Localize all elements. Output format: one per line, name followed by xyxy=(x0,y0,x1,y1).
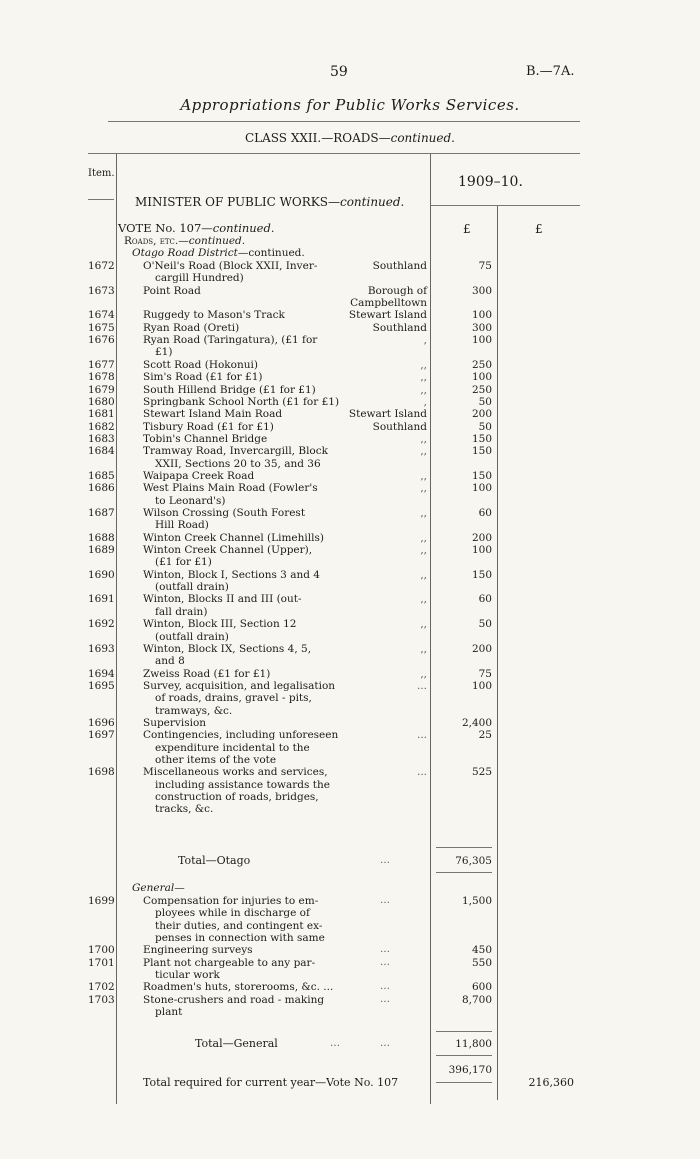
item-description: tramways, &c. xyxy=(155,704,233,717)
currency-label-2: £ xyxy=(535,222,543,236)
item-amount: 150 xyxy=(471,432,492,445)
item-amount: 25 xyxy=(478,729,492,742)
grand-total-amount: 216,360 xyxy=(528,1076,574,1089)
item-district: ,, xyxy=(420,667,427,680)
item-description: to Leonard's) xyxy=(155,494,226,507)
item-description: Winton Creek Channel (Upper), xyxy=(143,544,313,557)
item-description: Tobin's Channel Bridge xyxy=(143,432,268,445)
item-description: Winton, Block IX, Sections 4, 5, xyxy=(143,642,312,655)
item-description: Springbank School North (£1 for £1) xyxy=(143,395,340,408)
general-item-description: Roadmen's huts, storerooms, &c. ... xyxy=(143,981,334,994)
year-heading: 1909–10. xyxy=(458,174,523,190)
total-general-label: Total—General xyxy=(195,1037,278,1050)
item-description: fall drain) xyxy=(155,605,208,618)
item-description: Miscellaneous works and services, xyxy=(143,766,328,779)
item-description: Sim's Road (£1 for £1) xyxy=(143,371,263,384)
roads-heading xyxy=(124,235,245,247)
item-amount: 100 xyxy=(471,679,492,692)
item-description: West Plains Main Road (Fowler's xyxy=(143,482,318,495)
item-description: construction of roads, bridges, xyxy=(155,791,319,804)
item-amount: 100 xyxy=(471,371,492,384)
item-description: Wilson Crossing (South Forest xyxy=(143,507,306,519)
district-text: Otago Road District xyxy=(132,247,238,259)
general-item-description: Plant not chargeable to any par- xyxy=(143,956,316,969)
item-amount: 200 xyxy=(471,408,492,421)
item-number: 1694 xyxy=(88,667,115,680)
item-district: ,, xyxy=(420,618,427,631)
item-description: Survey, acquisition, and legalisation xyxy=(143,679,336,692)
item-district: , xyxy=(423,395,427,408)
general-heading: General— xyxy=(132,882,185,894)
item-district: ... xyxy=(416,679,427,692)
total-otago-rule-bottom xyxy=(436,872,492,873)
class-heading xyxy=(0,131,700,145)
item-district: ,, xyxy=(420,642,427,655)
minister-cont: continued. xyxy=(339,195,405,209)
minister-heading xyxy=(135,195,404,209)
item-amount: 100 xyxy=(471,482,492,495)
item-district: , xyxy=(423,334,427,347)
item-amount: 75 xyxy=(478,667,492,680)
item-number: 1693 xyxy=(88,642,115,655)
item-number: 1687 xyxy=(88,507,115,519)
general-item-description: penses in connection with same xyxy=(155,932,325,945)
general-item-amount: 8,700 xyxy=(461,993,492,1006)
item-number: 1676 xyxy=(88,334,115,347)
total-otago-dots: … xyxy=(380,855,390,866)
general-item-dots: … xyxy=(380,993,390,1005)
item-amount: 60 xyxy=(478,507,492,519)
item-number: 1674 xyxy=(88,309,115,322)
item-number: 1679 xyxy=(88,383,115,396)
total-otago-rule-top xyxy=(436,847,492,848)
item-number: 1697 xyxy=(88,729,115,742)
item-description: and 8 xyxy=(155,655,185,668)
page-title: Appropriations for Public Works Services. xyxy=(180,96,520,114)
item-description: (outfall drain) xyxy=(155,581,229,594)
item-description: of roads, drains, gravel - pits, xyxy=(155,692,312,705)
item-description: XXII, Sections 20 to 35, and 36 xyxy=(155,457,321,470)
item-district: ,, xyxy=(420,358,427,371)
roads-cont: continued. xyxy=(188,235,246,247)
grand-total-label: Total required for current year—Vote No. 107 xyxy=(143,1076,399,1089)
item-amount: 200 xyxy=(471,531,492,544)
item-amount: 100 xyxy=(471,544,492,557)
general-item-dots: … xyxy=(380,944,390,956)
item-description: Zweiss Road (£1 for £1) xyxy=(143,667,271,680)
item-number: 1681 xyxy=(88,408,115,421)
item-district: ,, xyxy=(420,371,427,384)
item-description: Winton, Block III, Section 12 xyxy=(143,618,297,631)
item-number: 1686 xyxy=(88,482,115,495)
item-district: ,, xyxy=(420,445,427,458)
item-label-underline xyxy=(88,199,114,200)
item-amount: 200 xyxy=(471,642,492,655)
general-item-number: 1703 xyxy=(88,993,115,1006)
table-top-rule xyxy=(88,153,580,154)
item-number: 1690 xyxy=(88,568,115,581)
item-description: Ruggedy to Mason's Track xyxy=(143,309,285,322)
item-description: tracks, &c. xyxy=(155,803,214,816)
item-amount: 300 xyxy=(471,321,492,334)
total-general-amount: 11,800 xyxy=(455,1038,492,1050)
general-item-description: their duties, and contingent ex- xyxy=(155,919,323,932)
general-item-number: 1701 xyxy=(88,956,115,969)
item-description: Waipapa Creek Road xyxy=(143,469,255,482)
item-column-rule xyxy=(116,154,117,1104)
vote-text: VOTE No. 107— xyxy=(118,221,213,235)
item-amount: 150 xyxy=(471,469,492,482)
item-amount: 50 xyxy=(478,420,492,433)
item-district: ,, xyxy=(420,531,427,544)
item-description: Stewart Island Main Road xyxy=(143,408,283,421)
item-district: ,, xyxy=(420,383,427,396)
vote-heading xyxy=(118,222,275,234)
item-number: 1696 xyxy=(88,716,115,729)
item-amount: 150 xyxy=(471,445,492,458)
item-description: (outfall drain) xyxy=(155,630,229,643)
total-general-rule-bottom xyxy=(436,1055,492,1056)
item-number: 1691 xyxy=(88,593,115,606)
general-item-number: 1699 xyxy=(88,895,115,907)
item-description: Ryan Road (Oreti) xyxy=(143,321,240,334)
general-item-amount: 600 xyxy=(471,981,492,994)
roads-text: Roads, etc.— xyxy=(124,235,189,247)
item-number: 1689 xyxy=(88,544,115,557)
item-amount: 60 xyxy=(478,593,492,606)
item-description: cargill Hundred) xyxy=(155,272,244,285)
item-number: 1695 xyxy=(88,679,115,692)
item-description: Supervision xyxy=(143,716,207,729)
item-number: 1685 xyxy=(88,469,115,482)
total-general-rule-top xyxy=(436,1031,492,1032)
item-column-label: Item. xyxy=(88,168,115,179)
item-description: Hill Road) xyxy=(155,519,209,532)
item-number: 1677 xyxy=(88,358,115,371)
item-district: Southland xyxy=(372,260,427,272)
item-number: 1673 xyxy=(88,284,115,297)
class-heading-text: CLASS XXII.—ROADS— xyxy=(244,131,391,145)
item-district: ,, xyxy=(420,568,427,581)
item-district: Southland xyxy=(372,321,427,334)
general-item-amount: 1,500 xyxy=(461,895,492,907)
general-item-description: ployees while in discharge of xyxy=(155,907,310,920)
year-underline xyxy=(430,205,580,206)
item-district: Campbelltown xyxy=(350,297,427,310)
item-amount: 75 xyxy=(478,260,492,272)
general-item-amount: 450 xyxy=(471,944,492,957)
item-number: 1678 xyxy=(88,371,115,384)
item-amount: 250 xyxy=(471,358,492,371)
amount-column-left-rule xyxy=(430,154,431,1104)
item-amount: 50 xyxy=(478,395,492,408)
item-number: 1672 xyxy=(88,260,115,272)
item-description: Tramway Road, Invercargill, Block xyxy=(143,445,328,458)
item-district: ,, xyxy=(420,544,427,557)
item-district: Borough of xyxy=(367,284,427,297)
item-description: including assistance towards the xyxy=(155,778,330,791)
item-description: other items of the vote xyxy=(155,754,277,766)
item-district: ... xyxy=(416,729,427,742)
grand-subtotal-rule xyxy=(436,1082,492,1083)
minister-text: MINISTER OF PUBLIC WORKS— xyxy=(135,195,340,209)
class-heading-cont: continued. xyxy=(390,131,455,145)
item-description: Ryan Road (Taringatura), (£1 for xyxy=(143,334,318,347)
total-otago-label: Total—Otago xyxy=(178,854,251,867)
item-amount: 150 xyxy=(471,568,492,581)
item-district: ,, xyxy=(420,507,427,519)
amount-column-right-rule xyxy=(497,205,498,1100)
page-number: 59 xyxy=(330,64,348,80)
general-item-description: Engineering surveys xyxy=(143,944,253,957)
total-general-dots-1: … xyxy=(330,1038,340,1049)
general-item-description: plant xyxy=(155,1006,183,1019)
item-description: (£1 for £1) xyxy=(155,556,212,569)
item-number: 1692 xyxy=(88,618,115,631)
item-number: 1680 xyxy=(88,395,115,408)
item-description: Winton, Block I, Sections 3 and 4 xyxy=(143,568,320,581)
item-district: Stewart Island xyxy=(348,309,427,322)
district-cont: —continued. xyxy=(237,247,305,259)
item-description: £1) xyxy=(155,346,173,359)
general-item-dots: … xyxy=(380,981,390,993)
general-item-dots: … xyxy=(380,895,390,906)
general-item-dots: … xyxy=(380,956,390,968)
item-description: Point Road xyxy=(143,284,201,297)
total-general-dots-2: … xyxy=(380,1038,390,1049)
item-number: 1683 xyxy=(88,432,115,445)
general-item-description: Compensation for injuries to em- xyxy=(143,895,319,907)
district-heading xyxy=(132,247,305,259)
item-district: Stewart Island xyxy=(348,408,427,421)
item-description: O'Neil's Road (Block XXII, Inver- xyxy=(143,260,318,272)
item-number: 1675 xyxy=(88,321,115,334)
item-description: Winton Creek Channel (Limehills) xyxy=(143,531,324,544)
item-amount: 250 xyxy=(471,383,492,396)
vote-cont: continued. xyxy=(212,221,275,235)
item-district: ,, xyxy=(420,432,427,445)
item-amount: 525 xyxy=(471,766,492,779)
item-number: 1688 xyxy=(88,531,115,544)
item-amount: 300 xyxy=(471,284,492,297)
item-district: ,, xyxy=(420,482,427,495)
item-description: South Hillend Bridge (£1 for £1) xyxy=(143,383,316,396)
item-district: ,, xyxy=(420,593,427,606)
item-amount: 100 xyxy=(471,334,492,347)
general-item-description: ticular work xyxy=(155,969,220,982)
item-description: Scott Road (Hokonui) xyxy=(143,358,258,371)
general-item-description: Stone-crushers and road - making xyxy=(143,993,325,1006)
item-district: ... xyxy=(416,766,427,779)
item-description: expenditure incidental to the xyxy=(155,741,310,754)
item-district: ,, xyxy=(420,469,427,482)
currency-label-1: £ xyxy=(463,222,471,236)
item-amount: 50 xyxy=(478,618,492,631)
item-number: 1698 xyxy=(88,766,115,779)
item-number: 1684 xyxy=(88,445,115,458)
general-item-number: 1700 xyxy=(88,944,115,957)
general-item-amount: 550 xyxy=(471,956,492,969)
item-number: 1682 xyxy=(88,420,115,433)
item-description: Contingencies, including unforeseen xyxy=(143,729,339,742)
item-description: Tisbury Road (£1 for £1) xyxy=(143,420,274,433)
item-amount: 100 xyxy=(471,309,492,322)
item-amount: 2,400 xyxy=(461,716,492,729)
item-district: Southland xyxy=(372,420,427,433)
top-rule xyxy=(108,121,580,122)
item-description: Winton, Blocks II and III (out- xyxy=(143,593,302,606)
grand-subtotal-amount: 396,170 xyxy=(448,1064,492,1076)
total-otago-amount: 76,305 xyxy=(455,855,492,867)
document-reference: B.—7A. xyxy=(526,64,575,79)
general-item-number: 1702 xyxy=(88,981,115,994)
